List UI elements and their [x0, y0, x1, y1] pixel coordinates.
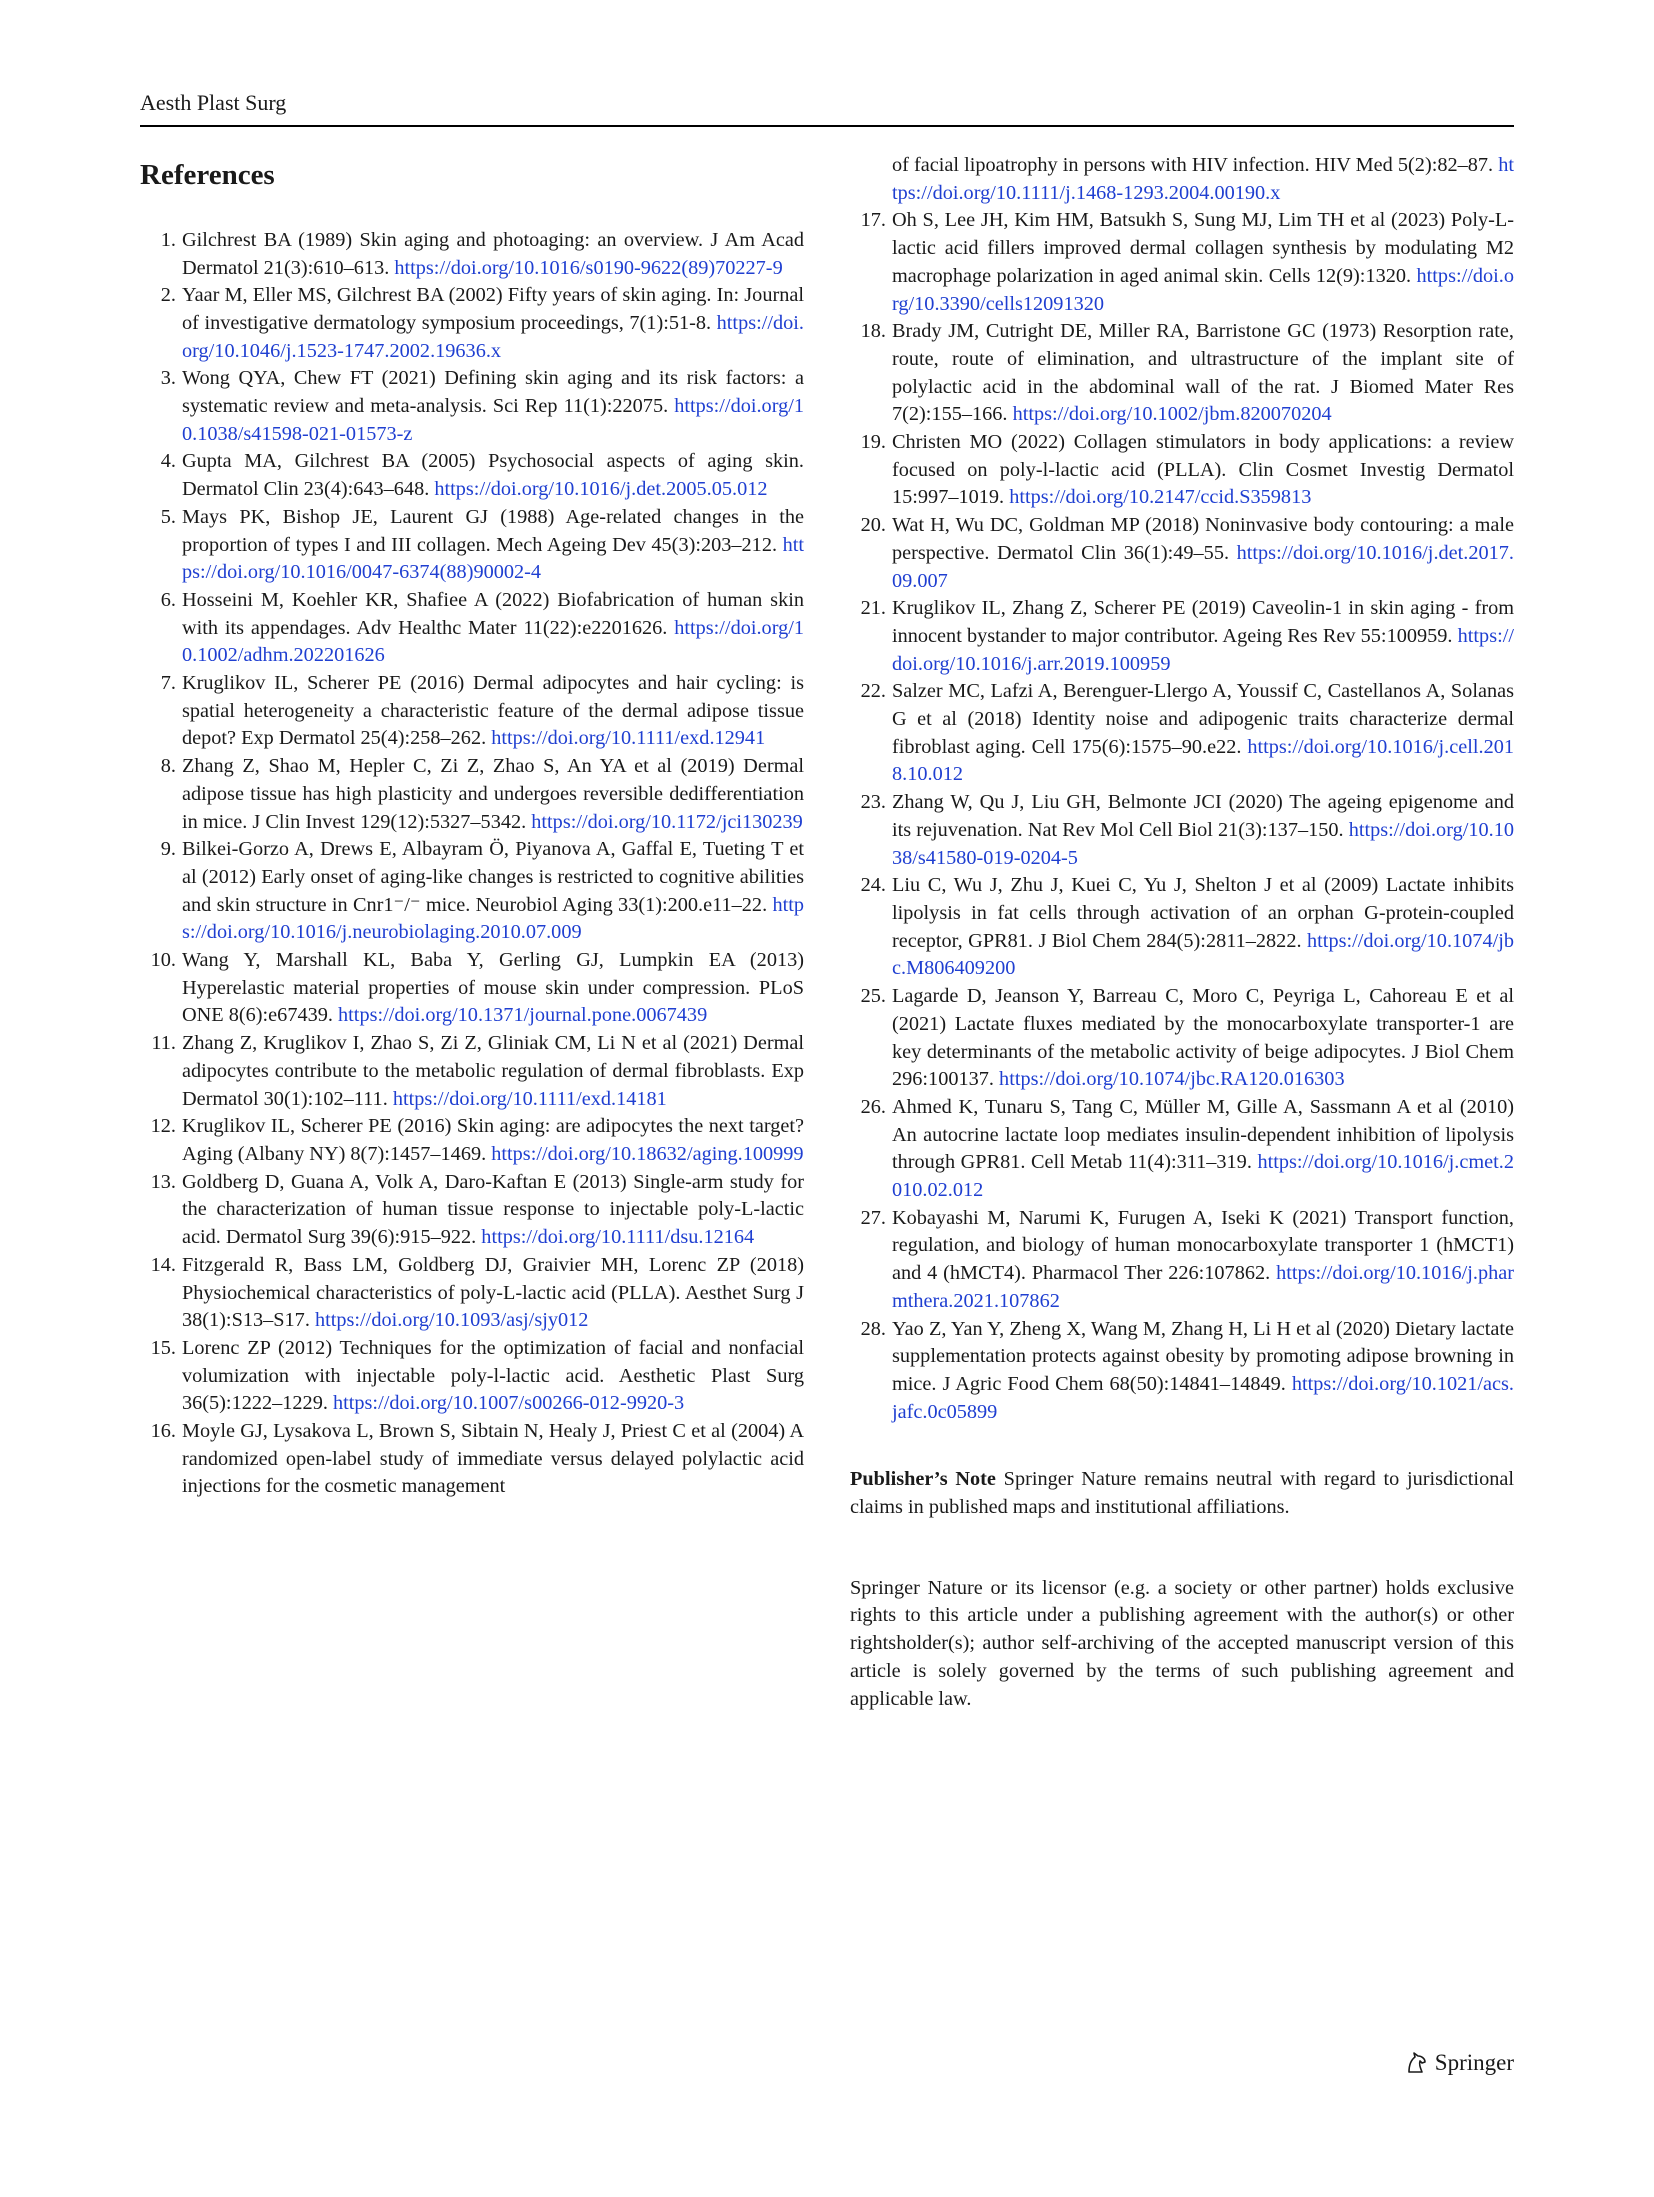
- reference-item: [140, 365, 804, 448]
- reference-item: [140, 227, 804, 282]
- reference-number: 5.: [160, 505, 176, 528]
- reference-number: 27.: [860, 1206, 886, 1229]
- reference-doi-link[interactable]: https://doi.org/10.1016/j.det.2005.05.012: [434, 478, 768, 501]
- reference-number: 22.: [860, 680, 886, 703]
- reference-text: Oh S, Lee JH, Kim HM, Batsukh S, Sung MJ, Lim TH et al (2023) Poly-L-lactic acid fillers improved dermal collagen synthesis by modulating M2 macrophage polarization in aged animal skin. Cells 12(9):1320.: [892, 209, 1514, 287]
- reference-number: 28.: [860, 1317, 886, 1340]
- reference-text: Yaar M, Eller MS, Gilchrest BA (2002) Fifty years of skin aging. In: Journal of investigative dermatology symposium proceedings, 7(1):51-8.: [182, 284, 804, 334]
- references-list-left: [140, 227, 804, 1501]
- reference-text: Kruglikov IL, Zhang Z, Scherer PE (2019) Caveolin-1 in skin aging - from innocent bystander to major contributor. Ageing Res Rev 55:100959.: [892, 597, 1514, 647]
- journal-header: Aesth Plast Surg: [140, 90, 287, 115]
- reference-doi-link[interactable]: https://doi.org/10.1016/j.cmet.2010.02.012: [892, 1151, 1514, 1202]
- reference-text: Ahmed K, Tunaru S, Tang C, Müller M, Gille A, Sassmann A et al (2010) An autocrine lactate loop mediates insulin-dependent inhibition of lipolysis through GPR81. Cell Metab 11(4):311–319.: [892, 1095, 1514, 1174]
- reference-number: 13.: [150, 1170, 176, 1193]
- reference-doi-link[interactable]: https://doi.org/10.18632/aging.100999: [491, 1143, 804, 1165]
- reference-doi-link[interactable]: https://doi.org/10.1093/asj/sjy012: [314, 1309, 589, 1332]
- reference-item: [140, 282, 804, 365]
- reference-doi-link[interactable]: https://doi.org/10.1046/j.1523-1747.2002.19636.x: [182, 311, 804, 362]
- reference-item: [850, 789, 1514, 872]
- publisher-note-label: Publisher’s Note: [850, 1468, 996, 1491]
- header-rule: [140, 125, 1514, 127]
- publisher-note-text: Springer Nature remains neutral with regard to jurisdictional claims in published maps and institutional affiliations.: [850, 1468, 1514, 1519]
- reference-doi-link[interactable]: https://doi.org/10.1038/s41580-019-0204-5: [892, 818, 1514, 869]
- reference-number: 8.: [160, 755, 176, 778]
- reference-item: [140, 836, 804, 947]
- reference-item: [850, 678, 1514, 789]
- reference-doi-link[interactable]: https://doi.org/10.1371/journal.pone.0067439: [338, 1004, 708, 1027]
- reference-item: [850, 1094, 1514, 1205]
- reference-number: 6.: [160, 588, 176, 611]
- reference-text: Hosseini M, Koehler KR, Shafiee A (2022) Biofabrication of human skin with its appendages. Adv Healthc Mater 11(22):e2201626.: [182, 588, 804, 639]
- reference-item: [850, 207, 1514, 318]
- reference-item: [140, 1252, 804, 1335]
- reference-number: 25.: [860, 985, 886, 1008]
- reference-doi-link[interactable]: https://doi.org/10.2147/ccid.S359813: [1009, 486, 1312, 509]
- reference-item: [140, 1335, 804, 1418]
- reference-text: Bilkei-Gorzo A, Drews E, Albayram Ö, Piyanova A, Gaffal E, Tueting T et al (2012) Early onset of aging-like changes is restricted to cognitive abilities and skin structure in Cnr1⁻/⁻ mice. Neurobiol Aging 33(1):200.e11–22.: [182, 838, 804, 916]
- reference-text: Goldberg D, Guana A, Volk A, Daro-Kaftan E (2013) Single-arm study for the characterization of human tissue response to injectable poly-L-lactic acid. Dermatol Surg 39(6):915–922.: [182, 1170, 804, 1249]
- reference-item: [140, 947, 804, 1030]
- reference-number: 23.: [860, 791, 886, 814]
- right-column: [850, 152, 1514, 1713]
- reference-item: [140, 587, 804, 670]
- reference-doi-link[interactable]: https://doi.org/10.1038/s41598-021-01573-z: [182, 395, 804, 445]
- reference-number: 11.: [151, 1032, 176, 1055]
- reference-item: [140, 670, 804, 753]
- reference-number: 9.: [160, 838, 176, 861]
- reference-item: [140, 753, 804, 836]
- reference-item: [850, 429, 1514, 512]
- reference-doi-link[interactable]: https://doi.org/10.1016/0047-6374(88)90002-4: [182, 533, 804, 584]
- reference-doi-link[interactable]: https://doi.org/10.1074/jbc.RA120.016303: [999, 1068, 1345, 1091]
- publisher-logo: [1403, 2050, 1514, 2076]
- reference-item: [140, 1418, 804, 1501]
- license-note: Springer Nature or its licensor (e.g. a society or other partner) holds exclusive rights to this article under a publishing agreement with the author(s) or other rightsholder(s); author self-archiving of the accepted manuscript version of this article is solely governed by the terms of such publishing agreement and applicable law.: [850, 1576, 1514, 1710]
- reference-doi-link[interactable]: https://doi.org/10.1016/j.neurobiolaging.2010.07.009: [182, 893, 804, 944]
- reference-doi-link[interactable]: https://doi.org/10.1016/j.arr.2019.100959: [892, 624, 1514, 675]
- reference-text: Zhang W, Qu J, Liu GH, Belmonte JCI (2020) The ageing epigenome and its rejuvenation. Nat Rev Mol Cell Biol 21(3):137–150.: [892, 791, 1514, 841]
- reference-number: 26.: [860, 1095, 886, 1118]
- references-list-right: [850, 207, 1514, 1426]
- publisher-note: [850, 1466, 1514, 1521]
- reference-item: [140, 448, 804, 503]
- reference-item: [850, 512, 1514, 595]
- reference-number: 14.: [150, 1253, 176, 1276]
- reference-text: Gilchrest BA (1989) Skin aging and photoaging: an overview. J Am Acad Dermatol 21(3):610–613.: [182, 228, 804, 279]
- reference-doi-link[interactable]: https://doi.org/10.1002/adhm.202201626: [182, 616, 804, 667]
- reference-number: 16.: [150, 1420, 176, 1443]
- section-title: References: [140, 159, 275, 191]
- reference-number: 17.: [860, 209, 886, 232]
- left-column: [140, 152, 804, 1501]
- reference-doi-link[interactable]: https://doi.org/10.1111/j.1468-1293.2004.00190.x: [892, 154, 1514, 204]
- reference-text: Lagarde D, Jeanson Y, Barreau C, Moro C, Peyriga L, Cahoreau E et al (2021) Lactate fluxes mediated by the monocarboxylate transporter-1 are key determinants of the metabolic activity of beige adipocytes. J Biol Chem 296:100137.: [892, 985, 1514, 1091]
- reference-item: [140, 1169, 804, 1252]
- reference-number: 20.: [860, 514, 886, 537]
- reference-doi-link[interactable]: https://doi.org/10.1016/j.det.2017.09.007: [892, 541, 1514, 592]
- reference-number: 4.: [160, 450, 176, 473]
- reference-number: 19.: [860, 431, 886, 454]
- reference-text: Wat H, Wu DC, Goldman MP (2018) Noninvasive body contouring: a male perspective. Dermatol Clin 36(1):49–55.: [892, 514, 1514, 564]
- publisher-logo-text: Springer: [1434, 2050, 1514, 2075]
- reference-number: 21.: [860, 597, 886, 620]
- reference-doi-link[interactable]: https://doi.org/10.1074/jbc.M806409200: [892, 929, 1514, 980]
- reference-doi-link[interactable]: https://doi.org/10.1016/j.cell.2018.10.012: [892, 735, 1514, 786]
- reference-text: Kobayashi M, Narumi K, Furugen A, Iseki K (2021) Transport function, regulation, and biology of human monocarboxylate transporter 1 (hMCT1) and 4 (hMCT4). Pharmacol Ther 226:107862.: [892, 1206, 1514, 1285]
- reference-continuation: [850, 152, 1514, 207]
- reference-doi-link[interactable]: https://doi.org/10.1002/jbm.820070204: [1012, 403, 1332, 426]
- reference-number: 3.: [160, 367, 176, 390]
- reference-text: Gupta MA, Gilchrest BA (2005) Psychosocial aspects of aging skin. Dermatol Clin 23(4):643–648.: [182, 450, 804, 501]
- reference-text: Salzer MC, Lafzi A, Berenguer-Llergo A, Youssif C, Castellanos A, Solanas G et al (2018) Identity noise and adipogenic traits characterize dermal fibroblast aging. Cell 175(6):1575–90.e22.: [892, 680, 1514, 758]
- reference-text: Wong QYA, Chew FT (2021) Defining skin aging and its risk factors: a systematic review and meta-analysis. Sci Rep 11(1):22075.: [182, 367, 804, 418]
- reference-item: [140, 1030, 804, 1113]
- reference-doi-link[interactable]: https://doi.org/10.1021/acs.jafc.0c05899: [892, 1372, 1514, 1423]
- reference-doi-link[interactable]: https://doi.org/10.1016/j.pharmthera.2021.107862: [892, 1262, 1514, 1312]
- reference-item: [850, 872, 1514, 983]
- reference-text: Zhang Z, Kruglikov I, Zhao S, Zi Z, Gliniak CM, Li N et al (2021) Dermal adipocytes contribute to the metabolic regulation of dermal fibroblasts. Exp Dermatol 30(1):102–111.: [182, 1032, 804, 1110]
- reference-number: 7.: [160, 672, 176, 695]
- reference-text: Moyle GJ, Lysakova L, Brown S, Sibtain N, Healy J, Priest C et al (2004) A randomized open-label study of immediate versus delayed polylactic acid injections for the cosmetic management: [182, 1420, 804, 1498]
- reference-number: 1.: [160, 228, 176, 251]
- reference-text: Liu C, Wu J, Zhu J, Kuei C, Yu J, Shelton J et al (2009) Lactate inhibits lipolysis in fat cells through activation of an orphan G-protein-coupled receptor, GPR81. J Biol Chem 284(5):2811–2822.: [892, 874, 1514, 952]
- reference-item: [850, 983, 1514, 1094]
- reference-text: Lorenc ZP (2012) Techniques for the optimization of facial and nonfacial volumization with injectable poly-l-lactic acid. Aesthetic Plast Surg 36(5):1222–1229.: [182, 1336, 804, 1415]
- reference-text: Yao Z, Yan Y, Zheng X, Wang M, Zhang H, Li H et al (2020) Dietary lactate supplementation protects against obesity by promoting adipose browning in mice. J Agric Food Chem 68(50):14841–14849.: [892, 1317, 1514, 1395]
- reference-item: [850, 595, 1514, 678]
- reference-doi-link[interactable]: https://doi.org/10.1111/exd.14181: [392, 1087, 667, 1110]
- reference-text: Brady JM, Cutright DE, Miller RA, Barristone GC (1973) Resorption rate, route, route of elimination, and ultrastructure of the implant site of polylactic acid in the abdominal wall of the rat. J Biomed Mater Res 7(2):155–166.: [892, 320, 1514, 426]
- reference-doi-link[interactable]: https://doi.org/10.1111/dsu.12164: [481, 1226, 755, 1249]
- reference-number: 18.: [860, 320, 886, 343]
- reference-text: of facial lipoatrophy in persons with HIV infection. HIV Med 5(2):82–87.: [892, 154, 1499, 176]
- reference-doi-link[interactable]: https://doi.org/10.1007/s00266-012-9920-3: [332, 1392, 685, 1415]
- reference-item: [140, 504, 804, 587]
- reference-text: Kruglikov IL, Scherer PE (2016) Skin aging: are adipocytes the next target? Aging (Albany NY) 8(7):1457–1469.: [182, 1115, 804, 1165]
- reference-item: [850, 1316, 1514, 1427]
- reference-text: Christen MO (2022) Collagen stimulators in body applications: a review focused on poly-l-lactic acid (PLLA). Clin Cosmet Investig Dermatol 15:997–1019.: [892, 431, 1514, 509]
- reference-item: [850, 1205, 1514, 1316]
- reference-item: [140, 1113, 804, 1168]
- reference-doi-link[interactable]: https://doi.org/10.3390/cells12091320: [892, 264, 1514, 315]
- reference-item: [850, 318, 1514, 429]
- reference-text: Fitzgerald R, Bass LM, Goldberg DJ, Graivier MH, Lorenc ZP (2018) Physiochemical characteristics of poly-L-lactic acid (PLLA). Aesthet Surg J 38(1):S13–S17.: [182, 1253, 804, 1332]
- reference-number: 24.: [860, 874, 886, 897]
- reference-doi-link[interactable]: https://doi.org/10.1172/jci130239: [531, 810, 803, 833]
- reference-text: Wang Y, Marshall KL, Baba Y, Gerling GJ, Lumpkin EA (2013) Hyperelastic material properties of mouse skin under compression. PLoS ONE 8(6):e67439.: [182, 949, 804, 1027]
- reference-doi-link[interactable]: https://doi.org/10.1111/exd.12941: [491, 727, 766, 750]
- reference-number: 12.: [150, 1115, 176, 1138]
- springer-horse-icon: [1403, 2050, 1429, 2076]
- reference-number: 10.: [150, 949, 176, 972]
- reference-number: 2.: [160, 284, 176, 307]
- reference-doi-link[interactable]: https://doi.org/10.1016/s0190-9622(89)70227-9: [394, 256, 783, 279]
- reference-text: Mays PK, Bishop JE, Laurent GJ (1988) Age-related changes in the proportion of types I and III collagen. Mech Ageing Dev 45(3):203–212.: [182, 505, 804, 556]
- reference-number: 15.: [150, 1336, 176, 1359]
- reference-text: Zhang Z, Shao M, Hepler C, Zi Z, Zhao S, An YA et al (2019) Dermal adipose tissue has high plasticity and undergoes reversible dedifferentiation in mice. J Clin Invest 129(12):5327–5342.: [182, 755, 804, 833]
- reference-text: Kruglikov IL, Scherer PE (2016) Dermal adipocytes and hair cycling: is spatial heterogeneity a characteristic feature of the dermal adipose tissue depot? Exp Dermatol 25(4):258–262.: [182, 672, 804, 750]
